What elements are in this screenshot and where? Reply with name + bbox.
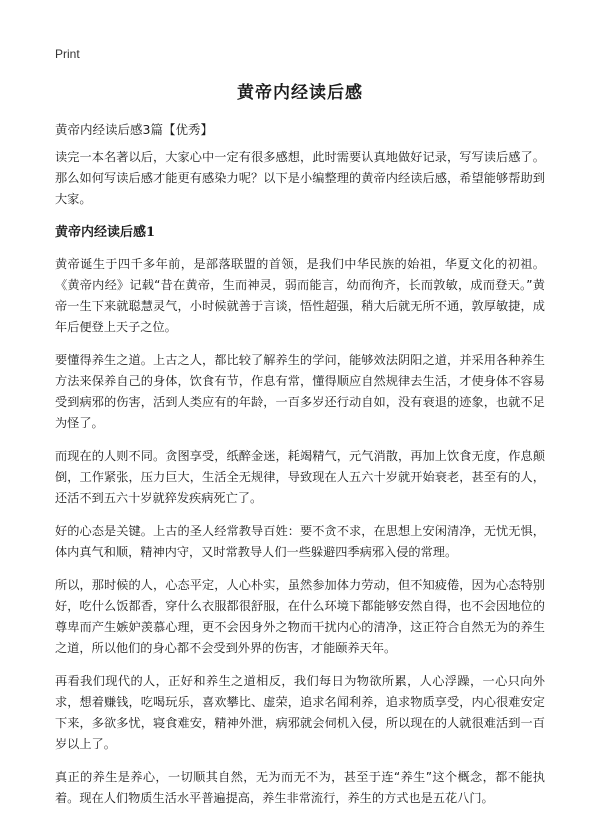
print-label: Print: [55, 47, 80, 61]
section-heading: 黄帝内经读后感1: [55, 225, 156, 240]
body-paragraph: 真正的养生是养心，一切顺其自然，无为而无不为，甚至于连“养生”这个概念，都不能执着。现在人们物质生活水平普遍提高，养生非常流行，养生的方式也是五花八门。: [55, 770, 545, 805]
body-paragraph: 要懂得养生之道。上古之人，都比较了解养生的学问，能够效法阴阳之道，并采用各种养生方法来保养自己的身体，饮食有节，作息有常，懂得顺应自然规律去生活，才使身体不容易受到病邪的伤害，活到人类应有的年龄，一百多岁还行动自如，没有衰退的迹象，也就不足为怪了。: [55, 353, 545, 430]
body-paragraph: 好的心态是关键。上古的圣人经常教导百姓：要不贪不求，在思想上安闲清净，无忧无惧，体内真气和顺，精神内守，又时常教导人们一些躲避四季病邪入侵的常理。: [55, 524, 545, 559]
document-title: 黄帝内经读后感: [237, 83, 363, 103]
document-body: [55, 147, 545, 821]
body-paragraph: 而现在的人则不同。贪图享受，纸醉金迷，耗竭精气，元气消散，再加上饮食无度，作息颠倒，工作紧张，压力巨大，生活全无规律，导致现在人五六十岁就开始衰老，甚至有的人，还活不到五六十岁就猝发疾病死亡了。: [55, 449, 545, 505]
intro-paragraph: 读完一本名著以后，大家心中一定有很多感想，此时需要认真地做好记录，写写读后感了。那么如何写读后感才能更有感染力呢？以下是小编整理的黄帝内经读后感，希望能够帮助到大家。: [55, 150, 545, 206]
body-paragraph: 再看我们现代的人，正好和养生之道相反，我们每日为物欲所累，人心浮躁，一心只向外求，想着赚钱，吃喝玩乐，喜欢攀比、虚荣，追求名闻利养，追求物质享受，内心很难安定下来，多欲多忧，寝食难安，精神外泄，病邪就会伺机入侵，所以现在的人就很难活到一百岁以上了。: [55, 674, 545, 751]
body-paragraph: 黄帝诞生于四千多年前，是部落联盟的首领，是我们中华民族的始祖，华夏文化的初祖。《黄帝内经》记载“昔在黄帝，生而神灵，弱而能言，幼而徇齐，长而敦敏，成而登天。”黄帝一生下来就聪慧灵气，小时候就善于言谈，悟性超强，稍大后就无所不通，敦厚敏捷，成年后便登上天子之位。: [55, 257, 545, 334]
document-subtitle: 黄帝内经读后感3篇【优秀】: [55, 122, 213, 137]
body-paragraph: 所以，那时候的人，心态平定，人心朴实，虽然参加体力劳动，但不知疲倦，因为心态特别好，吃什么饭都香，穿什么衣服都很舒服，在什么环境下都能够安然自得，也不会因地位的尊卑而产生嫉妒羡慕心理，更不会因身外之物而干扰内心的清净，这正符合自然无为的养生之道，所以他们的身心都不会受到外界的伤害，才能颐养天年。: [55, 578, 545, 655]
